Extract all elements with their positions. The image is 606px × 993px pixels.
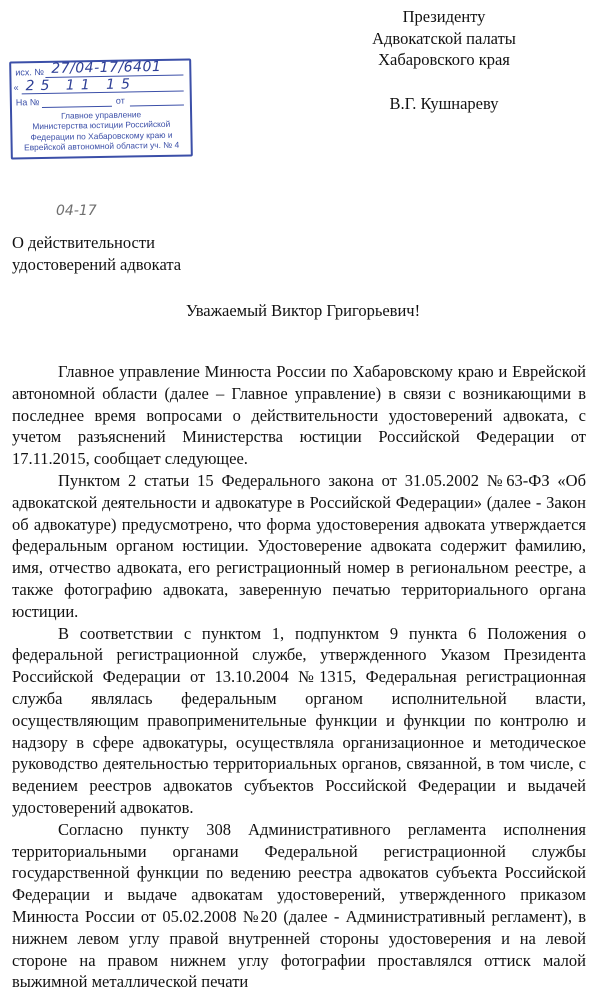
registration-mark: 04-17 xyxy=(56,203,97,219)
salutation: Уважаемый Виктор Григорьевич! xyxy=(185,301,421,320)
stamp-date-value: 25 11 15 xyxy=(25,76,137,95)
addressee-organization: Адвокатской палаты xyxy=(372,28,516,48)
stamp-text-line: Еврейской автономной области уч. № 4 xyxy=(24,139,180,153)
subject-line: О действительности xyxy=(12,233,155,252)
stamp-na-label: На № xyxy=(15,97,40,108)
stamp-text-line: Министерства юстиции Российской xyxy=(32,119,171,132)
stamp-in-number: 27/04-17/6401 xyxy=(51,58,162,77)
stamp-date-label: « xyxy=(13,82,19,93)
stamp-underline-4 xyxy=(130,105,184,107)
letter-subject xyxy=(12,232,181,276)
stamp-text-line: Главное управление xyxy=(60,109,142,121)
body-paragraph: Главное управление Минюста России по Хабаровскому краю и Еврейской автономной области (далее – Главное управление) в связи с возникающими в последнее время вопросами о действительности удостоверений адвоката, с учетом разъяснений Министерства юстиции Российской Федерации от 17.11.2015, сообщает следующее. xyxy=(12,362,586,469)
addressee-region: Хабаровского края xyxy=(378,50,510,69)
subject-line: удостоверений адвоката xyxy=(12,255,182,274)
body-paragraph: Согласно пункту 308 Административного регламента исполнения территориальными органами Федеральной регистрационной службы государственной функции по ведению реестра адвокатов субъекта Российской Федерации и выдаче адвокатам удостоверений, утвержденного приказом Минюста России от 05.02.2008 №20 (далее - Административный регламент), в нижнем левом углу правой внутренней стороны удостоверения и на левой стороне на правом нижнем углу фотографии проставлялся оттиск малой выжимной металлической печати xyxy=(12,819,586,992)
body-paragraph: В соответствии с пунктом 1, подпунктом 9 пункта 6 Положения о федеральной регистрационной службе, утвержденного Указом Президента Российской Федерации от 13.10.2004 №1315, Федеральная регистрационная служба являлась федеральным органом исполнительной власти, осуществляющим правоприменительные функции и функции по контролю и надзору в сфере адвокатуры, осуществляла организационное и методическое руководство деятельностью территориальных органов, связанной, в том числе, с ведением реестров адвокатов субъектов Российской Федерации и выдачей удостоверений адвокатов. xyxy=(12,623,586,817)
letter-body xyxy=(12,361,586,993)
incoming-stamp xyxy=(9,58,193,159)
stamp-organization xyxy=(12,108,191,152)
stamp-underline-3 xyxy=(42,106,112,108)
stamp-ot-label: от xyxy=(115,95,125,106)
addressee-name: В.Г. Кушнареву xyxy=(389,93,499,113)
body-paragraph: Пунктом 2 статьи 15 Федерального закона от 31.05.2002 №63-ФЗ «Об адвокатской деятельности и адвокатуре в Российской Федерации» (далее - Закон об адвокатуре) предусмотрено, что форма удостоверения адвоката утверждается федеральным органом юстиции. Удостоверение адвоката содержит фамилию, имя, отчество адвоката, его регистрационный номер в региональном реестре, а также фотографию адвоката, заверенную печатью территориального органа юстиции. xyxy=(12,470,586,621)
addressee-title: Президенту xyxy=(402,7,486,26)
addressee-block xyxy=(344,6,544,114)
addressee-gap xyxy=(344,71,544,93)
stamp-text-line: Федерации по Хабаровскому краю и xyxy=(30,129,173,142)
stamp-in-label: исх. № xyxy=(15,66,45,78)
